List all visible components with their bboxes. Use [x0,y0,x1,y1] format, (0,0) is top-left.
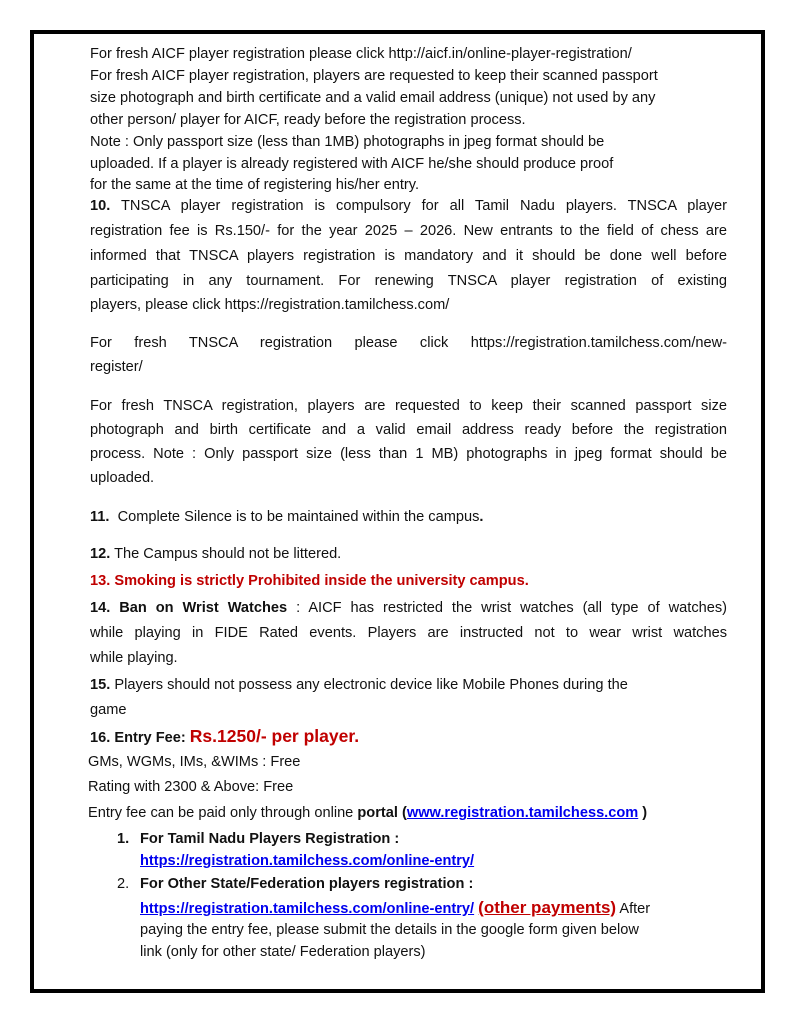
item11-text: Complete Silence is to be maintained within the campus [117,509,480,525]
list-item-1-title [140,829,399,850]
item14-line-3: while playing. [90,650,178,666]
item14-number: 14. [90,600,111,616]
list-item-2-line-4: link (only for other state/ Federation players) [140,944,426,960]
item16-number: 16. [90,730,111,746]
aicf-docs-line-3: other person/ player for AICF, ready before the registration process. [90,112,526,128]
free-entry-rating: Rating with 2300 & Above: Free [88,779,294,795]
item12-number: 12. [90,546,111,562]
item14-text-1: : AICF has restricted the wrist watches (all type of watches) [296,600,727,616]
list-item-2-number: 2. [117,876,130,892]
item10-line-3: informed that TNSCA players registration is mandatory and it should be done well before [90,248,727,264]
item11-number: 11. [90,509,110,525]
item15-text-1: Players should not possess any electronic device like Mobile Phones during the [114,677,628,693]
aicf-note-line-3: for the same at the time of registering his/her entry. [90,177,420,193]
item10-line-4: participating in any tournament. For renewing TNSCA player registration of existing [90,273,727,289]
fresh-tnsca-docs-line-4: uploaded. [90,470,155,486]
payment-text: Entry fee can be paid only through online [88,805,354,821]
aicf-note-line-2: uploaded. If a player is already registered with AICF he/she should produce proof [90,156,614,172]
list-item-2-link-line [140,897,650,920]
fresh-tnsca-link-line-1: For fresh TNSCA registration please click https://registration.tamilchess.com/new- [90,335,727,351]
list-number-1: 1. [117,831,130,847]
item10-text-1: TNSCA player registration is compulsory for all Tamil Nadu players. TNSCA player [121,198,727,214]
item12-text: The Campus should not be littered. [114,546,342,562]
payment-portal-label: portal ( [357,805,407,821]
aicf-link-line: For fresh AICF player registration please click http://aicf.in/online-player-registration/ [90,46,632,62]
portal-link[interactable]: www.registration.tamilchess.com [406,805,639,821]
item15-line-1 [90,675,628,696]
item10-line-1 [90,196,727,217]
payment-line [88,803,647,824]
item10-line-5: players, please click https://registration.tamilchess.com/ [90,297,450,313]
fresh-tnsca-docs-line-3: process. Note : Only passport size (less than 1 MB) photographs in jpeg format should be [90,446,727,462]
item16-fee-amount: Rs.1250/- per player. [189,726,360,746]
item11 [90,507,483,528]
item16-label: Entry Fee: [114,730,186,746]
aicf-docs-line-1: For fresh AICF player registration, players are requested to keep their scanned passport [90,68,658,84]
list-item-2-line-3: paying the entry fee, please submit the details in the google form given below [140,922,639,938]
item14-line-2: while playing in FIDE Rated events. Players are instructed not to wear wrist watches [90,625,727,641]
list-title-2: For Other State/Federation players registration : [140,876,474,892]
other-payments-label: (other payments) [478,898,617,917]
aicf-note-line-1: Note : Only passport size (less than 1MB) photographs in jpeg format should be [90,134,605,150]
fresh-tnsca-docs-line-2: photograph and birth certificate and a valid email address ready before the registration [90,422,727,438]
list-title-1: For Tamil Nadu Players Registration : [140,831,400,847]
item10-line-2: registration fee is Rs.150/- for the year 2025 – 2026. New entrants to the field of chess are [90,223,727,239]
list-item-2-title [140,874,473,895]
after-text: After [619,901,651,917]
item12 [90,544,341,565]
aicf-docs-line-2: size photograph and birth certificate and a valid email address (unique) not used by any [90,90,656,106]
item10-number: 10. [90,198,111,214]
payment-close-paren: ) [638,805,648,821]
fresh-tnsca-link-line-2: register/ [90,359,143,375]
list-item-1-number [117,829,129,850]
fresh-tnsca-docs-line-1: For fresh TNSCA registration, players are requested to keep their scanned passport size [90,398,727,414]
free-entry-gms: GMs, WGMs, IMs, &WIMs : Free [88,754,301,770]
item15-line-2: game [90,702,127,718]
item16-entry-fee [90,726,359,749]
other-state-online-entry-link[interactable]: https://registration.tamilchess.com/online-entry/ [140,901,475,917]
item14-title: Ban on Wrist Watches [119,600,288,616]
item14-line-1 [90,598,727,619]
item11-end: . [479,509,484,525]
list-item-1-link-line [140,851,474,872]
item13-smoking-warning: 13. Smoking is strictly Prohibited inside the university campus. [90,573,529,589]
tn-online-entry-link[interactable]: https://registration.tamilchess.com/online-entry/ [140,853,475,869]
item15-number: 15. [90,677,111,693]
